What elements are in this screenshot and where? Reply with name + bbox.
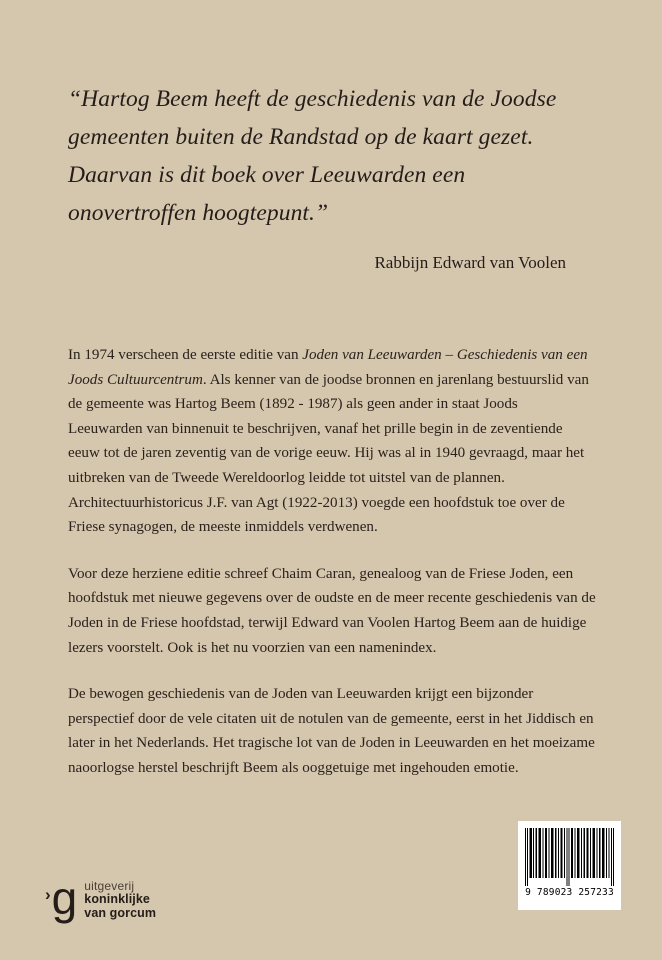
book-title-italic: Joden van Leeuwarden – Geschiedenis van een Joods Cultuurcentrum <box>68 347 588 388</box>
pull-quote-text: “Hartog Beem heeft de geschiedenis van de Joodse gemeenten buiten de Randstad op de kaart gezet. Daarvan is dit boek over Leeuwarden een onovertroffen hoogtepunt.” <box>68 86 557 226</box>
barcode-icon <box>525 828 614 886</box>
blurb-p1-part-1: In 1974 verscheen de eerste editie van <box>68 347 303 363</box>
blurb-paragraph-3: De bewogen geschiedenis van de Joden van Leeuwarden krijgt een bijzonder perspectief door de vele citaten uit de notulen van de gemeente, eerst in het Jiddisch en later in het Nederlands. Het tragische lot van de Joden in Leeuwarden en het moeizame naoorlogse herstel beschrijft Beem als ooggetuige met ingehouden emotie. <box>68 686 595 776</box>
publisher-line-van-gorcum: van gorcum <box>84 905 157 920</box>
publisher-line-uitgeverij: uitgeverij <box>84 878 135 893</box>
blurb-p1-part-2: . Als kenner van de joodse bronnen en jarenlang bestuurslid van de gemeente was Hartog Beem (1892 - 1987) als geen ander in staat Joods Leeuwarden van binnenuit te beschrijven, vanaf het prille begin in de zeventiende eeuw tot de jaren zeventig van de vorige eeuw. Hij was al in 1940 gevraagd, maar het uitbreken van de Tweede Wereldoorlog leidde tot uitstel van de plannen. Architectuurhistoricus J.F. van Agt (1922-2013) voegde een hoofdstuk toe over de Friese synagogen, de meeste inmiddels verdwenen. <box>68 371 589 536</box>
pull-quote-attribution: Rabbijn Edward van Voolen <box>374 253 566 272</box>
letter-g-icon: g <box>51 871 77 924</box>
chevron-right-icon: › <box>45 884 51 904</box>
publisher-line-koninklijke: koninklijke <box>84 892 150 906</box>
barcode-block <box>518 821 621 910</box>
blurb-paragraph-1 <box>68 343 596 540</box>
publisher-logo-mark-icon <box>45 871 77 924</box>
publisher-name <box>84 878 156 921</box>
pull-quote-block <box>68 80 568 274</box>
publisher-logo <box>45 871 157 924</box>
barcode-number: 9 789023 257233 <box>525 887 614 898</box>
blurb-body <box>68 343 596 781</box>
blurb-paragraph-2: Voor deze herziene editie schreef Chaim Caran, genealoog van de Friese Joden, een hoofdstuk met nieuwe gegevens over de oudste en de meer recente geschiedenis van de Joden in de Friese hoofdstad, terwijl Edward van Voolen Hartog Beem aan de huidige lezers voorstelt. Ook is het nu voorzien van een namenindex. <box>68 565 596 656</box>
